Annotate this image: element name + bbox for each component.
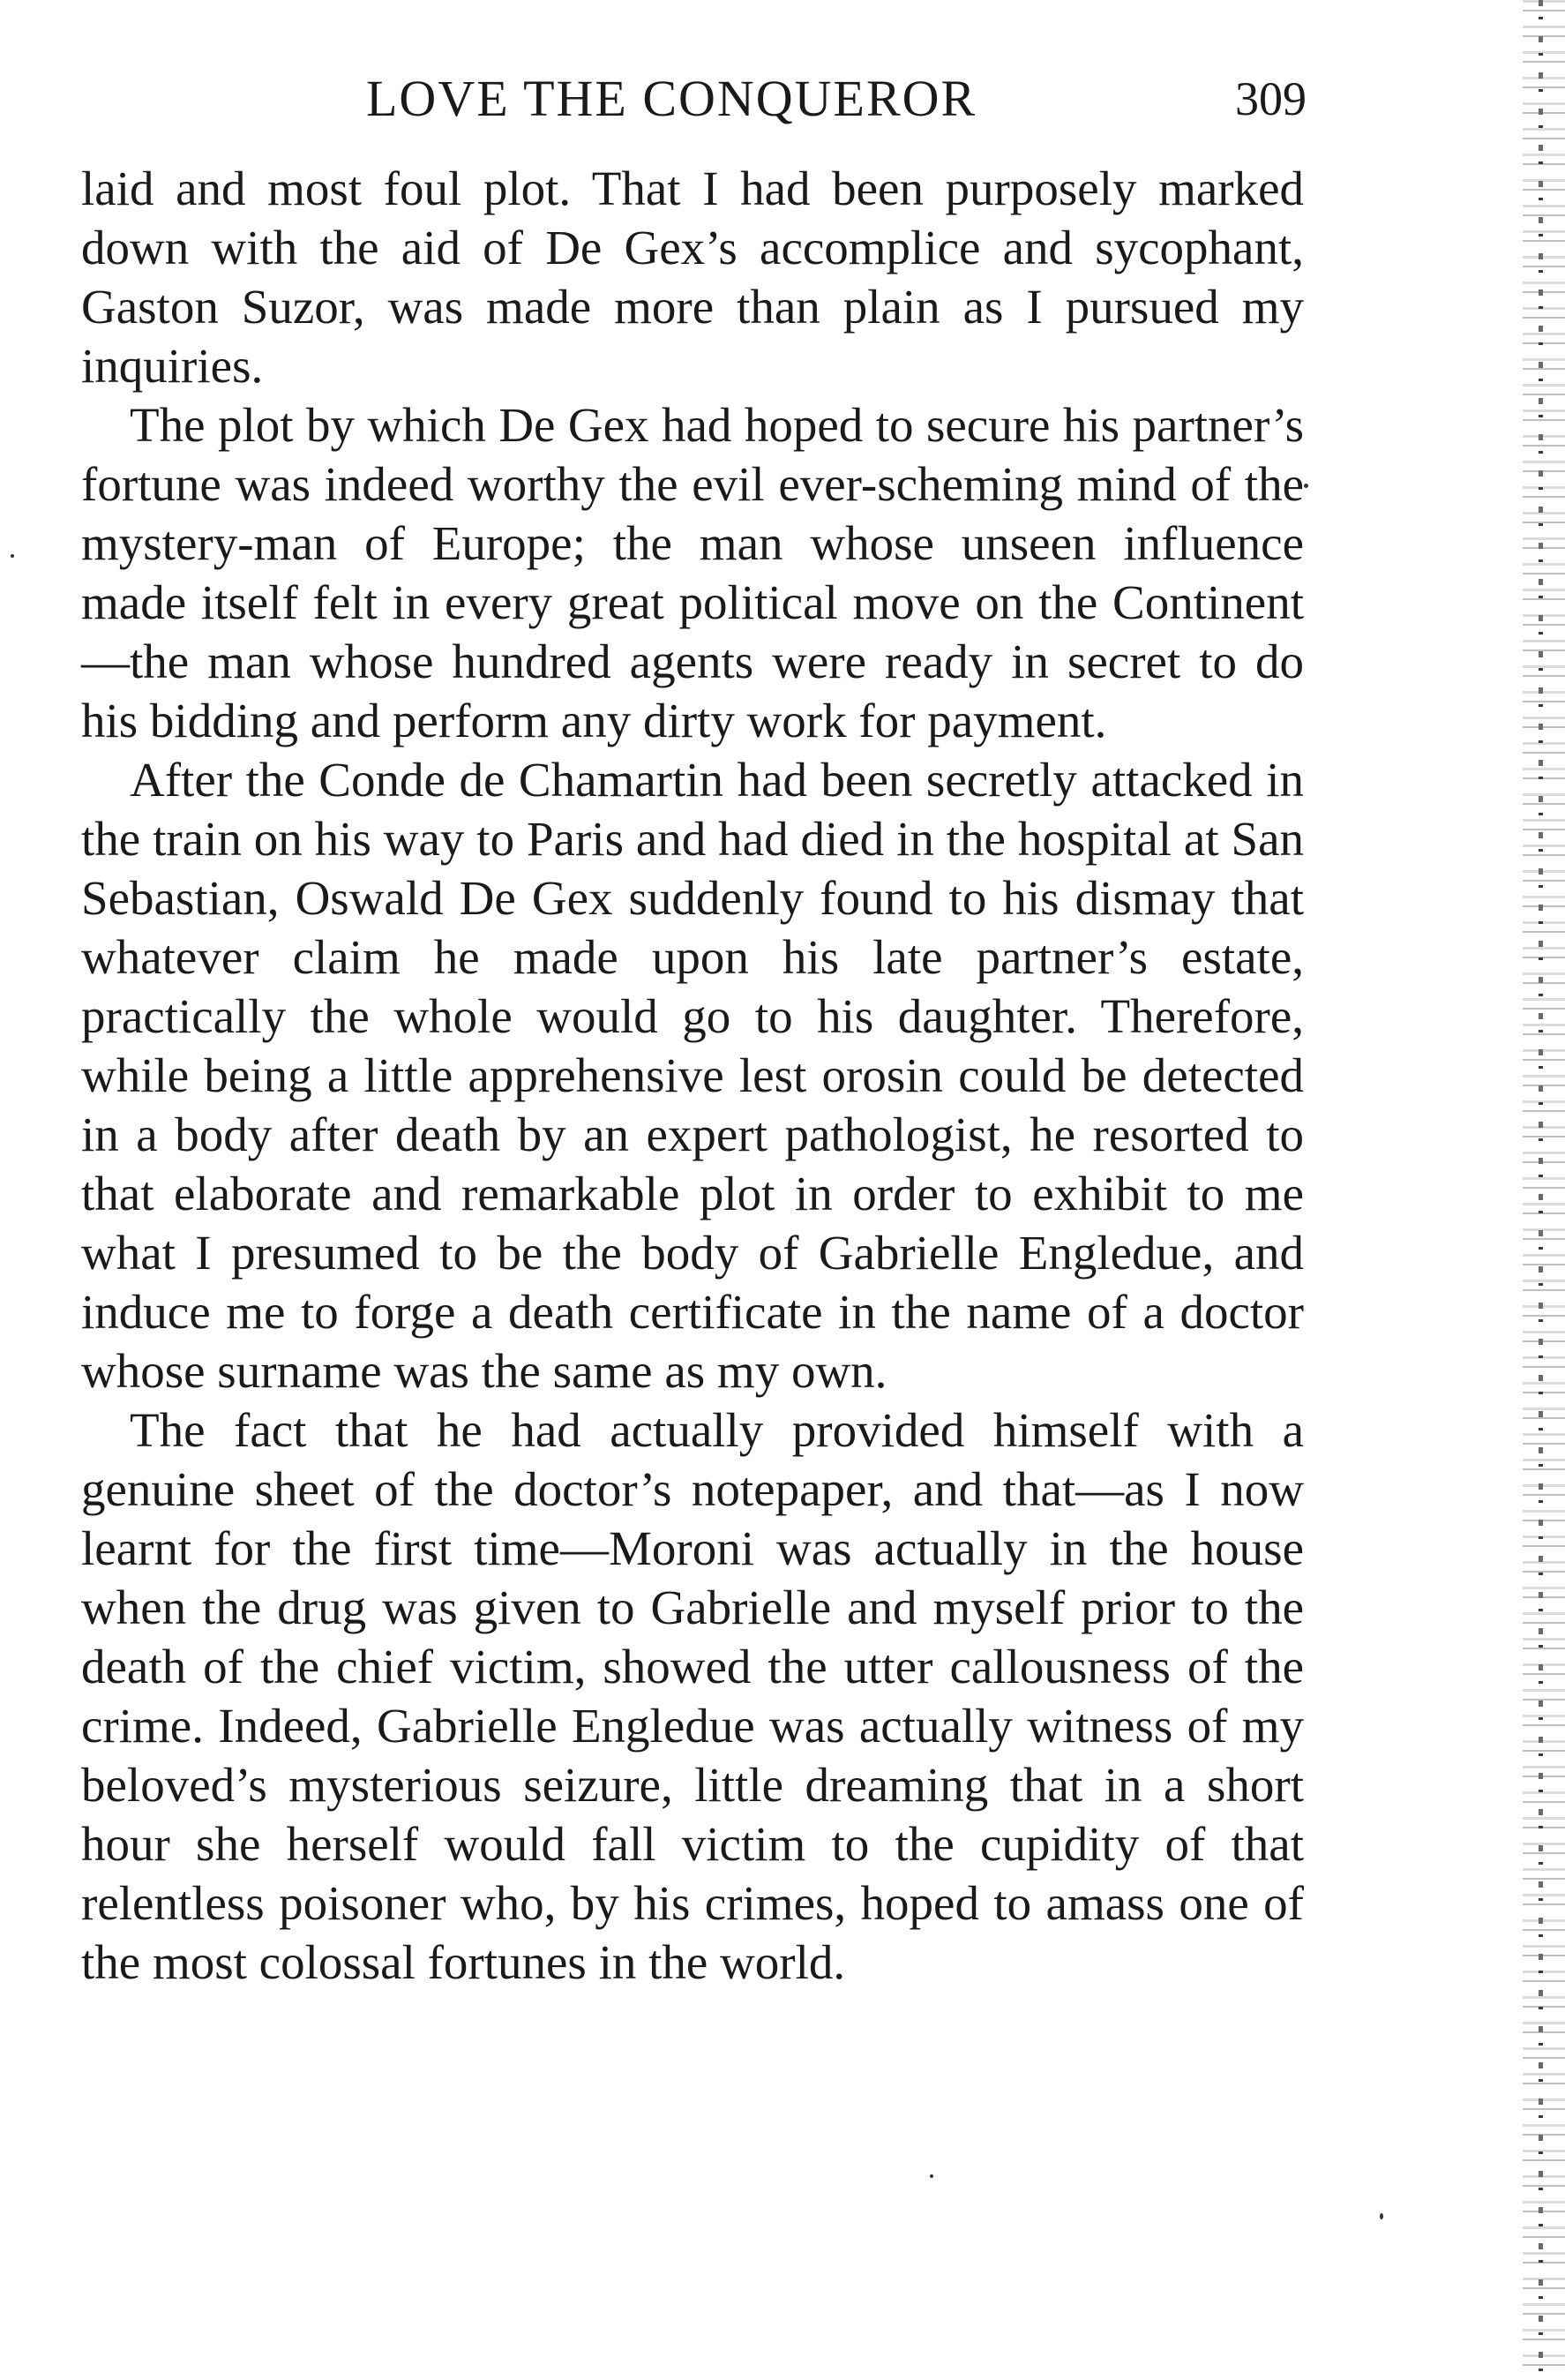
page-header — [0, 64, 1565, 134]
paragraph-2: The plot by which De Gex had hoped to secure his partner’s fortune was indeed worthy the evil ever-scheming mind of the mystery-man of Europe; the man whose unseen influence made itself felt in every great political move on the Continent—the man whose hundred agents were ready in secret to do his bidding and perform any dirty work for payment. — [81, 398, 1304, 747]
scan-speck — [1304, 484, 1308, 488]
scan-speck — [930, 2174, 933, 2178]
scan-speck — [1380, 2213, 1383, 2219]
paragraph-4: The fact that he had actually provided himself with a genuine sheet of the doctor’s notepaper, and that—as I now learnt for the first time—Moroni was actually in the house when the drug was given to Gabrielle and myself prior to the death of the chief victim, showed the utter callousness of the crime. Indeed, Gabrielle Engledue was actually witness of my beloved’s mysterious seizure, little dreaming that in a short hour she herself would fall victim to the cupidity of that relentless poisoner who, by his crimes, hoped to amass one of the most colossal fortunes in the world. — [81, 1403, 1304, 1989]
binding-edge — [1523, 0, 1565, 2380]
body-text — [81, 159, 1304, 1992]
page-number: 309 — [1235, 72, 1307, 125]
running-title: LOVE THE CONQUEROR — [366, 70, 977, 127]
paragraph-1: laid and most foul plot. That I had been purposely marked down with the aid of De Gex’s accomplice and sycophant, Gaston Suzor, was made more than plain as I pursued my inquiries. — [81, 161, 1304, 393]
paragraph-3: After the Conde de Chamartin had been secretly attacked in the train on his way to Paris and had died in the hospital at San Sebastian, Oswald De Gex suddenly found to his dismay that whatever claim he made upon his late partner’s estate, practically the whole would go to his daughter. Therefore, while being a little apprehensive lest orosin could be detected in a body after death by an expert pathologist, he resorted to that elaborate and remarkable plot in order to exhibit to me what I presumed to be the body of Gabrielle Engledue, and induce me to forge a death certificate in the name of a doctor whose surname was the same as my own. — [81, 753, 1304, 1398]
scan-speck — [11, 554, 14, 558]
